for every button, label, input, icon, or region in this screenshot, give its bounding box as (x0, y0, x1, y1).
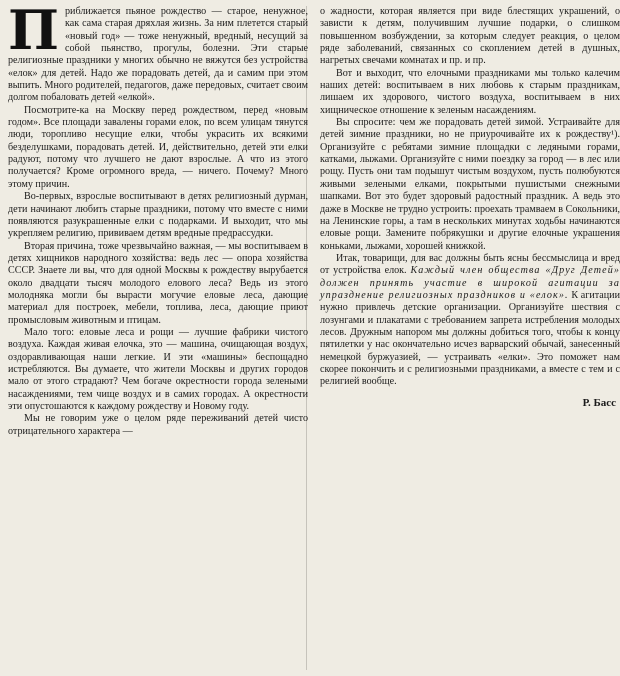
paragraph-text: Итак, товарищи, для вас должны быть ясны бессмыслица и вред от устройства елок. (320, 252, 620, 277)
article-paragraph: Вторая причина, тоже чрезвычайно важная, — мы воспитываем в детях хищников народного хозяйства: ведь лес — опора хозяйства СССР. Знаете ли вы, что для одной Москвы к рождеству вырубается около двадцати тысяч молодого елового леса? Ведь из этого молодняка могли бы вырасти могучие еловые леса, дающие материал для построек, мебели, топлива, леса, дающие приют промысловым животным и птицам. (8, 240, 308, 326)
paragraph-text: риближается пьяное рождество — старое, ненужное, как сама старая дряхлая жизнь. За ним плетется старый «новый год» — тоже ненужный, вредный, несущий за собой пьянство, прогулы, болезни. Эти старые религиозные праздники у многих обычно не вяжутся без устройства «елок» для детей. Надо же порадовать детей, да и самим при этом выпить. Много родителей, педагогов, даже передовых, считает своим долгом побаловать детей «елкой». (8, 6, 308, 104)
drop-cap: П (8, 0, 59, 62)
author-signature: Р. Басс (582, 396, 616, 409)
article-column-right (320, 6, 620, 670)
article-paragraph: Вы спросите: чем же порадовать детей зимой. Устраивайте для детей зимние праздники, но не приурочивайте их к рождеству¹). Организуйте с ребятами зимние площадки с ледяными горами, катками, лыжами. Организуйте с ними поездку за город — в лес или рощу. Пусть они там подышут чистым воздухом, пусть полюбуются живыми зелеными елками, покрытыми пушистыми снежными шапками. Вот это будет здоровый радостный праздник. А ведь это даже в Москве не трудно устроить: проехать трамваем в Сокольники, на Ленинские горы, а там в нескольких минутах ходьбы начинаются еловые рощи. Замените побрякушки и другие елочные украшения коньками, лыжами, хорошей книжкой. (320, 117, 620, 252)
article-paragraph: Посмотрите-ка на Москву перед рождеством, перед «новым годом». Все площади завалены горами елок, по всем улицам тянутся люди, торопливо несущие елки, чтобы украсить их всякими безделушками, порадовать детей. И, действительно, детей эти елки радуют, потому что лучшего не дают взрослые. А что из этого получается? Кроме огромного вреда, — ничего. Почему? Много этому причин. (8, 104, 308, 190)
article-paragraph: Во-первых, взрослые воспитывают в детях религиозный дурман, дети начинают любить старые праздники, потому что вместе с ними появляются разукрашенные елки с подарками. И выходит, что мы укрепляем религию, прививаем детям вредные предрассудки. (8, 191, 308, 240)
article-column-left (8, 0, 308, 670)
article-paragraph (8, 0, 308, 105)
emphasized-text: Каждый член общества «Друг Детей» должен принять участие в широкой агитации за упразднение религиозных праздников и «елок». (320, 265, 620, 301)
article-paragraph: Мы не говорим уже о целом ряде переживаний детей чисто отрицательного характера — (8, 413, 308, 437)
paragraph-text: К агитации нужно привлечь детские организации. Организуйте шествия с лозунгами и плакатами с требованием запрета истребления молодых лесов. Дружным напором мы должны добиться того, чтобы к концу пятилетки у нас окончательно исчез варварский обычай, занесенный немецкой буржуазией, — устраивать «елки». Это поможет нам скорее покончить и с религиозными праздниками, а вместе с тем и с религией вообще. (320, 289, 620, 388)
article-paragraph: Мало того: еловые леса и рощи — лучшие фабрики чистого воздуха. Каждая живая елочка, это — машина, очищающая воздух, оздоравливающая наши легкие. И эти «машины» беспощадно истребляются. Вы думаете, что жители Москвы и других городов мало от этого страдают? Чем богаче окрестности города зелеными насаждениями, тем чище воздух и в самих городах. А окрестности эти опустошаются к каждому рождеству и Новому году. (8, 326, 308, 412)
article-columns (8, 0, 620, 670)
article-paragraph: о жадности, которая является при виде блестящих украшений, о зависти к детям, получившим лучшие подарки, о слишком повышенном возбуждении, за которым следует реакция, о целом ряде заболеваний, связанных со скоплением детей в душных, нагретых свечами комнатах и пр. и пр. (320, 6, 620, 67)
article-paragraph (320, 253, 620, 389)
article-paragraph: Вот и выходит, что елочными праздниками мы только калечим наших детей: воспитываем в них любовь к старым праздникам, лишаем их здорового, чистого воздуха, воспитываем в них хищническое отношение к зеленым насаждениям. (320, 67, 620, 116)
